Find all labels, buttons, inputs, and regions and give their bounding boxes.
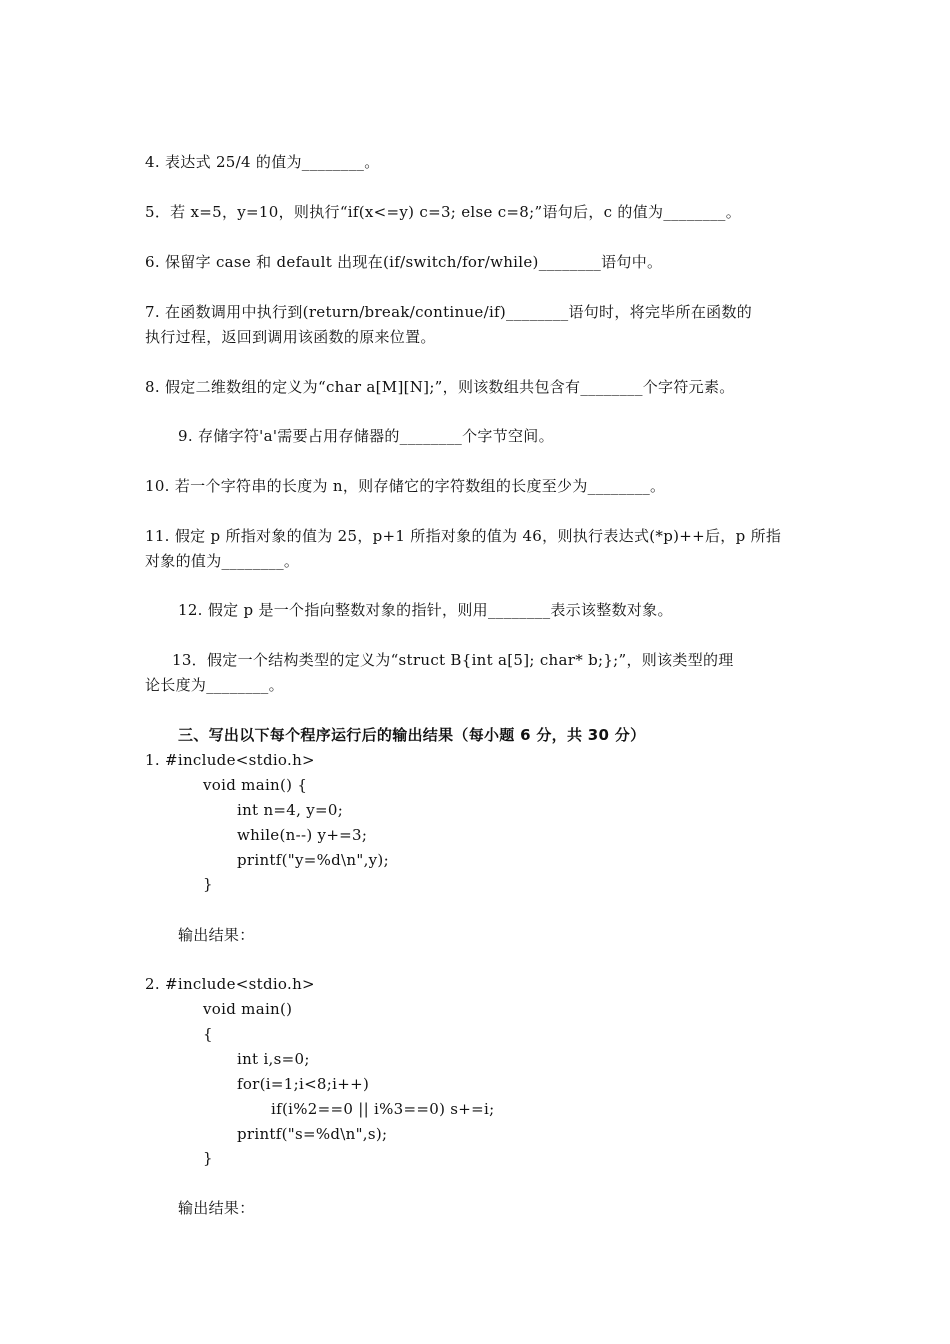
section-3-heading: 三、写出以下每个程序运行后的输出结果（每小题 6 分，共 30 分）	[178, 726, 646, 744]
program-2-line-1: 2. #include<stdio.h>	[145, 975, 315, 993]
program-1-line-3: int n=4, y=0;	[237, 801, 344, 819]
question-4: 4. 表达式 25/4 的值为________。	[145, 153, 380, 171]
program-1-line-2: void main() {	[203, 776, 308, 794]
question-7-line-1: 7. 在函数调用中执行到(return/break/continue/if)________语句时，将完毕所在函数的	[145, 303, 753, 321]
question-10: 10. 若一个字符串的长度为 n，则存储它的字符数组的长度至少为________。	[145, 477, 666, 495]
question-6: 6. 保留字 case 和 default 出现在(if/switch/for/while)________语句中。	[145, 253, 663, 271]
program-1-output-label: 输出结果：	[178, 926, 255, 944]
program-2-line-7: printf("s=%d\n",s);	[237, 1125, 388, 1143]
program-2-line-4: int i,s=0;	[237, 1050, 310, 1068]
program-2-output-label: 输出结果：	[178, 1199, 255, 1217]
question-12: 12. 假定 p 是一个指向整数对象的指针，则用________表示该整数对象。	[178, 601, 673, 619]
question-11-line-1: 11. 假定 p 所指对象的值为 25，p+1 所指对象的值为 46，则执行表达式(*p)++后，p 所指	[145, 527, 782, 545]
question-13-line-1: 13．假定一个结构类型的定义为“struct B{int a[5]; char* b;};”，则该类型的理	[172, 651, 734, 669]
question-13-line-2: 论长度为________。	[145, 676, 284, 694]
question-7-line-2: 执行过程，返回到调用该函数的原来位置。	[145, 328, 436, 346]
question-8: 8. 假定二维数组的定义为“char a[M][N];”，则该数组共包含有________个字符元素。	[145, 378, 735, 396]
question-9: 9. 存储字符'a'需要占用存储器的________个字节空间。	[178, 427, 554, 445]
question-11-line-2: 对象的值为________。	[145, 552, 300, 570]
program-1-line-4: while(n--) y+=3;	[237, 826, 368, 844]
program-2-line-3: {	[203, 1025, 213, 1043]
program-1-line-6: }	[203, 875, 213, 893]
question-5: 5．若 x=5，y=10，则执行“if(x<=y) c=3; else c=8;”语句后，c 的值为________。	[145, 203, 742, 221]
program-2-line-8: }	[203, 1149, 213, 1167]
program-1-line-1: 1. #include<stdio.h>	[145, 751, 315, 769]
program-2-line-2: void main()	[203, 1000, 293, 1018]
program-2-line-6: if(i%2==0 || i%3==0) s+=i;	[271, 1100, 495, 1118]
program-1-line-5: printf("y=%d\n",y);	[237, 851, 389, 869]
program-2-line-5: for(i=1;i<8;i++)	[237, 1075, 370, 1093]
